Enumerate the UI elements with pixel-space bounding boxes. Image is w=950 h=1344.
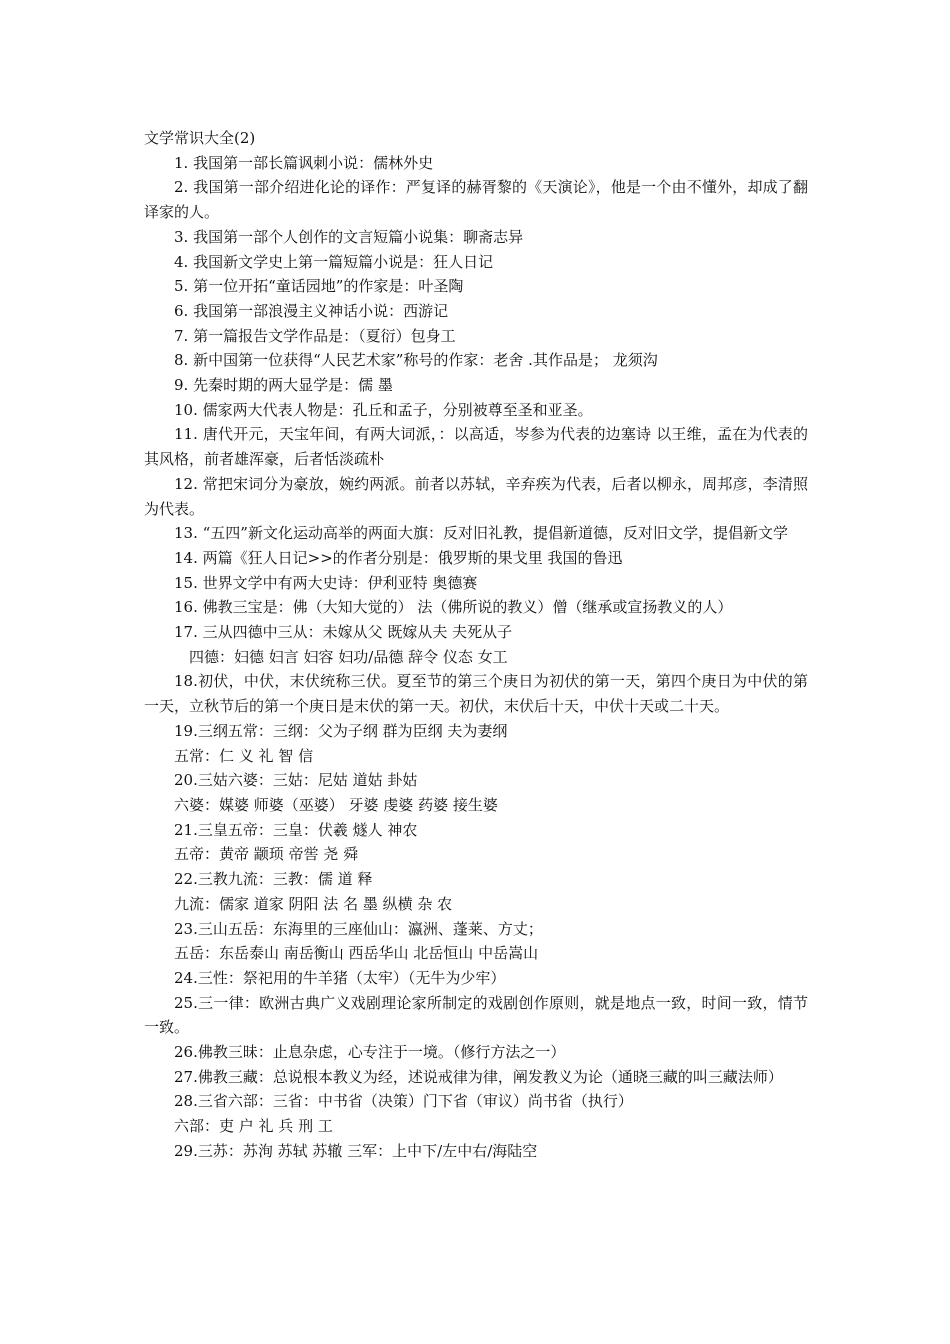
text-line: 3. 我国第一部个人创作的文言短篇小说集：聊斋志异 (174, 227, 524, 246)
text-line: 4. 我国新文学史上第一篇短篇小说是：狂人日记 (174, 252, 494, 271)
text-line: 五常：仁 义 礼 智 信 (174, 746, 314, 765)
text-line: 1. 我国第一部长篇讽刺小说：儒林外史 (174, 153, 434, 172)
text-line: 五岳：东岳泰山 南岳衡山 西岳华山 北岳恒山 中岳嵩山 (174, 944, 539, 963)
text-line: 六婆：媒婆 师婆（巫婆） 牙婆 虔婆 药婆 接生婆 (174, 795, 498, 814)
text-line: 9. 先秦时期的两大显学是：儒 墨 (174, 376, 393, 395)
document-page (144, 126, 808, 1164)
text-line: 18.初伏，中伏，末伏统称三伏。夏至节的第三个庚日为初伏的第一天，第四个庚日为中伏的第一天，立秋节后的第一个庚日是末伏的第一天。初伏，末伏后十天，中伏十天或二十天。 (144, 672, 808, 716)
text-line: 11. 唐代开元，天宝年间，有两大词派，：以高适，岑参为代表的边塞诗 以王维，孟在为代表的其风格，前者雄浑豪，后者恬淡疏朴 (144, 425, 808, 469)
text-line: 10. 儒家两大代表人物是：孔丘和孟子，分别被尊至圣和亚圣。 (174, 400, 593, 419)
text-line: 13. “五四”新文化运动高举的两面大旗：反对旧礼教，提倡新道德，反对旧文学，提倡新文学 (174, 524, 788, 543)
text-line: 四德：妇德 妇言 妇容 妇功/品德 辞令 仪态 女工 (189, 647, 508, 666)
text-line: 19.三纲五常：三纲：父为子纲 群为臣纲 夫为妻纲 (174, 721, 508, 740)
text-line: 14. 两篇《狂人日记>>的作者分别是：俄罗斯的果戈里 我国的鲁迅 (174, 548, 623, 567)
text-line: 21.三皇五帝：三皇：伏羲 燧人 神农 (174, 820, 418, 839)
text-line: 26.佛教三昧：止息杂虑，心专注于一境。（修行方法之一） (174, 1043, 566, 1062)
text-line: 23.三山五岳：东海里的三座仙山：瀛洲、蓬莱、方丈； (174, 919, 543, 938)
text-line: 25.三一律：欧洲古典广义戏剧理论家所制定的戏剧创作原则，就是地点一致，时间一致，情节一致。 (144, 993, 808, 1037)
text-line: 29.三苏：苏洵 苏轼 苏辙 三军：上中下/左中右/海陆空 (174, 1141, 538, 1160)
text-line: 8. 新中国第一位获得“人民艺术家”称号的作家：老舍 .其作品是； 龙须沟 (174, 351, 658, 370)
text-line: 九流：儒家 道家 阴阳 法 名 墨 纵横 杂 农 (174, 894, 453, 913)
text-line: 7. 第一篇报告文学作品是：（夏衍）包身工 (174, 326, 456, 345)
text-line: 27.佛教三藏：总说根本教义为经，述说戒律为律，阐发教义为论（通晓三藏的叫三藏法师） (174, 1067, 783, 1086)
text-line: 24.三性：祭祀用的牛羊猪（太牢）（无牛为少牢） (174, 968, 506, 987)
document-title: 文学常识大全(2) (144, 129, 256, 147)
text-line: 28.三省六部：三省：中书省（决策）门下省（审议）尚书省（执行） (174, 1092, 633, 1111)
text-line: 五帝：黄帝 颛顼 帝喾 尧 舜 (174, 845, 359, 864)
document-body (144, 151, 808, 1164)
text-line: 6. 我国第一部浪漫主义神话小说：西游记 (174, 301, 449, 320)
text-line: 六部：吏 户 礼 兵 刑 工 (174, 1117, 333, 1136)
text-line: 15. 世界文学中有两大史诗：伊利亚特 奥德赛 (174, 573, 478, 592)
text-line: 22.三教九流：三教：儒 道 释 (174, 870, 373, 889)
text-line: 5. 第一位开拓“童话园地”的作家是：叶圣陶 (174, 277, 464, 296)
text-line: 20.三姑六婆：三姑：尼姑 道姑 卦姑 (174, 771, 418, 790)
text-line: 16. 佛教三宝是：佛（大知大觉的） 法（佛所说的教义）僧（继承或宣扬教义的人） (174, 598, 733, 617)
text-line: 12. 常把宋词分为豪放，婉约两派。前者以苏轼，辛弃疾为代表，后者以柳永，周邦彦，李清照为代表。 (144, 474, 808, 518)
text-line: 17. 三从四德中三从：未嫁从父 既嫁从夫 夫死从子 (174, 623, 513, 642)
text-line: 2. 我国第一部介绍进化论的译作：严复译的赫胥黎的《天演论》，他是一个由不懂外，却成了翻译家的人。 (144, 178, 808, 222)
